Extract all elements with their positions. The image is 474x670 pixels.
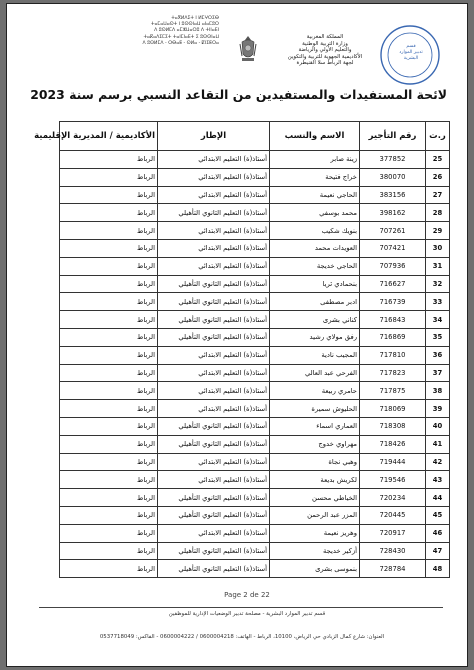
cell-role: أستاذ(ة) التعليم الابتدائي xyxy=(158,524,270,542)
cell-name: الحاجي نعيمة xyxy=(270,186,360,204)
cell-dir: الرباط xyxy=(60,328,158,346)
cell-dir: الرباط xyxy=(60,275,158,293)
cell-dir: الرباط xyxy=(60,222,158,240)
table-row xyxy=(60,560,450,578)
cell-dir: الرباط xyxy=(60,524,158,542)
header-directorate: الأكاديمية / المديرية الإقليمية xyxy=(60,122,158,151)
table-row xyxy=(60,168,450,186)
cell-role: أستاذ(ة) التعليم الثانوي التأهيلي xyxy=(158,506,270,524)
cell-code: 383156 xyxy=(360,186,426,204)
cell-dir: الرباط xyxy=(60,186,158,204)
cell-dir: الرباط xyxy=(60,257,158,275)
cell-name: محمد بوسفي xyxy=(270,204,360,222)
cell-name: رفق مولاي رشيد xyxy=(270,328,360,346)
document-page xyxy=(6,3,468,667)
arabic-header-line: والتعليم الأولي والرياضة xyxy=(298,47,352,54)
cell-code: 717875 xyxy=(360,382,426,400)
cell-code: 728784 xyxy=(360,560,426,578)
cell-num: 44 xyxy=(426,489,450,507)
beneficiaries-table xyxy=(34,121,450,578)
table-row xyxy=(60,186,450,204)
cell-code: 716843 xyxy=(360,311,426,329)
cell-role: أستاذ(ة) التعليم الثانوي التأهيلي xyxy=(158,275,270,293)
cell-dir: الرباط xyxy=(60,417,158,435)
cell-num: 35 xyxy=(426,328,450,346)
cell-role: أستاذ(ة) التعليم الثانوي التأهيلي xyxy=(158,489,270,507)
cell-name: لكريش بديعة xyxy=(270,471,360,489)
cell-num: 40 xyxy=(426,417,450,435)
cell-dir: الرباط xyxy=(60,151,158,169)
table-row xyxy=(60,364,450,382)
table-row xyxy=(60,435,450,453)
cell-code: 707261 xyxy=(360,222,426,240)
cell-name: أزكير خديجة xyxy=(270,542,360,560)
cell-name: زينة صابر xyxy=(270,151,360,169)
cell-num: 42 xyxy=(426,453,450,471)
cell-name: الخياطي محسن xyxy=(270,489,360,507)
table-row xyxy=(60,382,450,400)
header-arabic-block xyxy=(271,34,379,67)
cell-code: 718069 xyxy=(360,400,426,418)
cell-name: الفرحي عبد العالي xyxy=(270,364,360,382)
table-row xyxy=(60,489,450,507)
coat-of-arms-icon xyxy=(238,34,258,64)
cell-name: الحليوش سميرة xyxy=(270,400,360,418)
table-row xyxy=(60,417,450,435)
cell-num: 36 xyxy=(426,346,450,364)
cell-role: أستاذ(ة) التعليم الابتدائي xyxy=(158,471,270,489)
cell-num: 47 xyxy=(426,542,450,560)
table-row xyxy=(60,328,450,346)
cell-code: 707421 xyxy=(360,239,426,257)
tifinagh-line: ⴷ ⵓⵙⵍⵎⴷ - ⵔⴱⴰⵟ - ⵙⵍⴰ - ⵇⵏⵉⵟⵔⴰ xyxy=(142,40,219,46)
arabic-header-line: وزارة التربية الوطنية xyxy=(302,40,348,47)
arabic-header-line: المملكة المغربية xyxy=(306,34,344,40)
cell-code: 718308 xyxy=(360,417,426,435)
cell-name: بنحمادي ثريا xyxy=(270,275,360,293)
cell-role: أستاذ(ة) التعليم الثانوي التأهيلي xyxy=(158,293,270,311)
cell-code: 728430 xyxy=(360,542,426,560)
table-row xyxy=(60,542,450,560)
cell-code: 719444 xyxy=(360,453,426,471)
cell-role: أستاذ(ة) التعليم الابتدائي xyxy=(158,257,270,275)
table-row xyxy=(60,453,450,471)
cell-dir: الرباط xyxy=(60,506,158,524)
cell-dir: الرباط xyxy=(60,293,158,311)
cell-name: مهراوي خدوج xyxy=(270,435,360,453)
page-number: Page 2 de 22 xyxy=(224,591,270,599)
cell-num: 30 xyxy=(426,239,450,257)
cell-role: أستاذ(ة) التعليم الثانوي التأهيلي xyxy=(158,560,270,578)
cell-name: المجيب نادية xyxy=(270,346,360,364)
cell-num: 41 xyxy=(426,435,450,453)
cell-num: 33 xyxy=(426,293,450,311)
cell-dir: الرباط xyxy=(60,560,158,578)
cell-dir: الرباط xyxy=(60,435,158,453)
cell-num: 26 xyxy=(426,168,450,186)
table-row xyxy=(60,239,450,257)
cell-role: أستاذ(ة) التعليم الثانوي التأهيلي xyxy=(158,435,270,453)
cell-role: أستاذ(ة) التعليم الابتدائي xyxy=(158,453,270,471)
cell-name: بنموسى بشرى xyxy=(270,560,360,578)
cell-name: وهريز نعيمة xyxy=(270,524,360,542)
cell-num: 34 xyxy=(426,311,450,329)
table-row xyxy=(60,346,450,364)
cell-name: ادبر مصطفى xyxy=(270,293,360,311)
cell-role: أستاذ(ة) التعليم الابتدائي xyxy=(158,364,270,382)
cell-code: 720917 xyxy=(360,524,426,542)
table-row xyxy=(60,293,450,311)
cell-num: 25 xyxy=(426,151,450,169)
cell-num: 39 xyxy=(426,400,450,418)
tifinagh-line: ⵜⴰⵎⴰⵡⴰⵙⵜ ⵏ ⵓⵙⵙⵏⴰⵡ ⴰⵏⴰⵎⵓⵔ xyxy=(150,22,219,28)
arabic-header-line: لجهة الرباط سلا القنيطرة xyxy=(296,60,354,67)
arabic-header-line: الأكاديمية الجهوية للتربية والتكوين xyxy=(287,53,363,60)
stamp-text xyxy=(391,44,431,62)
cell-num: 32 xyxy=(426,275,450,293)
cell-dir: الرباط xyxy=(60,311,158,329)
table-row xyxy=(60,400,450,418)
footer-department: قسم تدبير الموارد البشرية - مصلحة تدبير الوضعيات الإدارية للموظفين xyxy=(168,611,326,617)
cell-code: 720445 xyxy=(360,506,426,524)
cell-code: 719546 xyxy=(360,471,426,489)
cell-role: أستاذ(ة) التعليم الابتدائي xyxy=(158,239,270,257)
cell-role: أستاذ(ة) التعليم الابتدائي xyxy=(158,151,270,169)
cell-name: المزر عبد الرحمن xyxy=(270,506,360,524)
table-row xyxy=(60,506,450,524)
cell-role: أستاذ(ة) التعليم الثانوي التأهيلي xyxy=(158,417,270,435)
cell-name: كناني بشرى xyxy=(270,311,360,329)
cell-num: 28 xyxy=(426,204,450,222)
table-row xyxy=(60,471,450,489)
cell-num: 48 xyxy=(426,560,450,578)
cell-num: 43 xyxy=(426,471,450,489)
stamp-line: قسم xyxy=(406,44,416,49)
cell-code: 707936 xyxy=(360,257,426,275)
cell-name: بنويك شكيب xyxy=(270,222,360,240)
cell-code: 716627 xyxy=(360,275,426,293)
tifinagh-line: ⴷ ⵓⵙⵍⵎⴷ ⴰⵎⵣⵡⴰⵔⵓ ⴷ ⵜⵏⵏⴰⴹⵏ xyxy=(154,28,219,34)
cell-code: 716739 xyxy=(360,293,426,311)
tifinagh-line: ⵜⴰⴳⵍⴷⵉⵜ ⵏ ⵍⵎⵖⵔⵉⴱ xyxy=(171,16,219,21)
cell-role: أستاذ(ة) التعليم الابتدائي xyxy=(158,400,270,418)
header-tifinagh-block xyxy=(69,16,219,47)
cell-code: 720234 xyxy=(360,489,426,507)
header-num: ر.ت xyxy=(426,122,450,151)
footer-address: العنوان: شارع كمال الزبادي حي الرياض، 10100، الرباط - الهاتف: 0600004218 / 0600004222 - الفاكس: 0537718049 xyxy=(99,634,385,640)
cell-num: 45 xyxy=(426,506,450,524)
cell-name: حامري ربيعة xyxy=(270,382,360,400)
cell-role: أستاذ(ة) التعليم الثانوي التأهيلي xyxy=(158,542,270,560)
cell-name: العماري اسماء xyxy=(270,417,360,435)
cell-dir: الرباط xyxy=(60,346,158,364)
cell-dir: الرباط xyxy=(60,364,158,382)
cell-name: العويدات محمد xyxy=(270,239,360,257)
table-row xyxy=(60,222,450,240)
table-row xyxy=(60,257,450,275)
cell-name: خراج فتيحة xyxy=(270,168,360,186)
cell-num: 46 xyxy=(426,524,450,542)
table-row xyxy=(60,151,450,169)
cell-code: 716869 xyxy=(360,328,426,346)
document-title: لائحة المستفيدات والمستفيدين من التقاعد النسبي برسم سنة 2023 xyxy=(30,87,447,102)
cell-code: 398162 xyxy=(360,204,426,222)
header-role: الإطار xyxy=(158,122,270,151)
cell-dir: الرباط xyxy=(60,471,158,489)
cell-code: 380070 xyxy=(360,168,426,186)
table-row xyxy=(60,311,450,329)
cell-dir: الرباط xyxy=(60,489,158,507)
cell-dir: الرباط xyxy=(60,382,158,400)
cell-role: أستاذ(ة) التعليم الثانوي التأهيلي xyxy=(158,204,270,222)
cell-role: أستاذ(ة) التعليم الابتدائي xyxy=(158,168,270,186)
cell-name: وهبي نجاة xyxy=(270,453,360,471)
table-header-row xyxy=(60,122,450,151)
cell-dir: الرباط xyxy=(60,204,158,222)
cell-code: 717810 xyxy=(360,346,426,364)
cell-dir: الرباط xyxy=(60,168,158,186)
cell-role: أستاذ(ة) التعليم الابتدائي xyxy=(158,186,270,204)
cell-role: أستاذ(ة) التعليم الابتدائي xyxy=(158,222,270,240)
stamp-line: البشرية xyxy=(403,56,419,61)
table-row xyxy=(60,275,450,293)
cell-role: أستاذ(ة) التعليم الابتدائي xyxy=(158,382,270,400)
cell-num: 31 xyxy=(426,257,450,275)
cell-role: أستاذ(ة) التعليم الثانوي التأهيلي xyxy=(158,311,270,329)
cell-dir: الرباط xyxy=(60,542,158,560)
table-row xyxy=(60,524,450,542)
cell-num: 27 xyxy=(426,186,450,204)
cell-code: 377852 xyxy=(360,151,426,169)
cell-code: 717823 xyxy=(360,364,426,382)
cell-num: 29 xyxy=(426,222,450,240)
footer-divider xyxy=(39,607,443,608)
stamp-line: تدبير الموارد xyxy=(399,50,423,55)
cell-code: 718426 xyxy=(360,435,426,453)
cell-name: الحاجي خديجة xyxy=(270,257,360,275)
cell-dir: الرباط xyxy=(60,453,158,471)
cell-num: 38 xyxy=(426,382,450,400)
cell-role: أستاذ(ة) التعليم الثانوي التأهيلي xyxy=(158,328,270,346)
cell-dir: الرباط xyxy=(60,400,158,418)
cell-dir: الرباط xyxy=(60,239,158,257)
table-row xyxy=(60,204,450,222)
header-name: الاسم والنسب xyxy=(270,122,360,151)
tifinagh-line: ⵜⴰⴽⴰⴷⵉⵎⵉⵜ ⵜⴰⵏⵎⵏⴰⴹⵜ ⵉ ⵓⵙⵙⵏⴰⵡ xyxy=(143,34,219,40)
cell-num: 37 xyxy=(426,364,450,382)
header-code: رقم التأجير xyxy=(360,122,426,151)
cell-role: أستاذ(ة) التعليم الابتدائي xyxy=(158,346,270,364)
